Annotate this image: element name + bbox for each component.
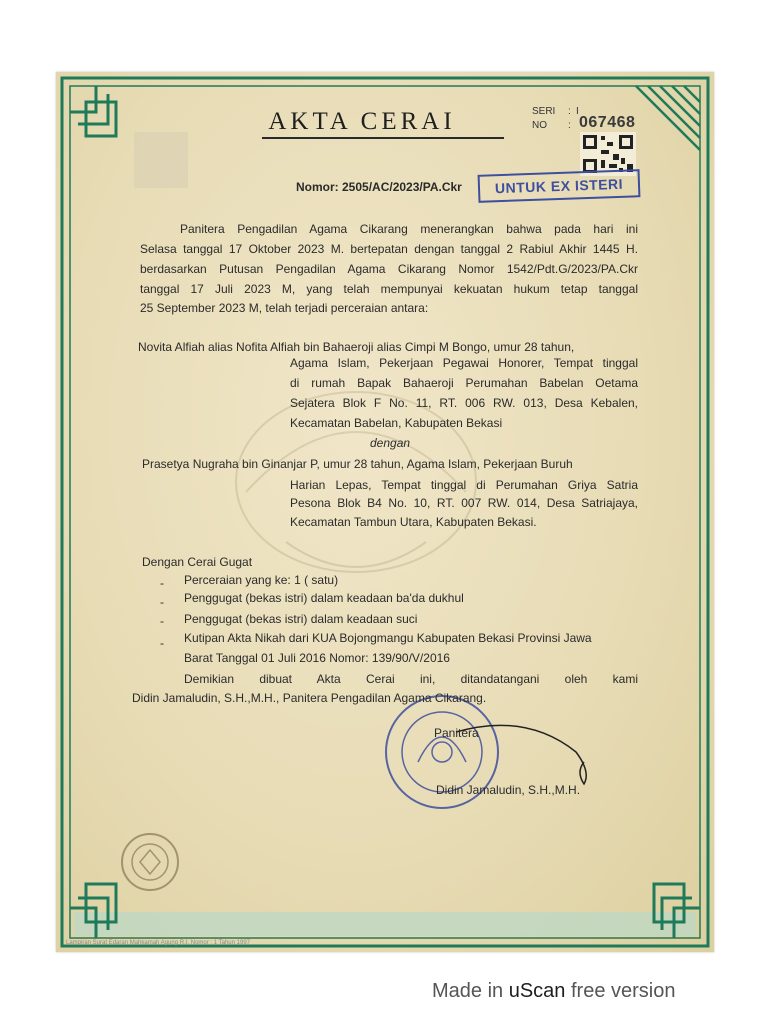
paragraph1-line: Selasa tanggal 17 Oktober 2023 M. bertepatan dengan tanggal 2 Rabiul Akhir 1445 H. xyxy=(140,242,638,256)
party1-line: di rumah Bapak Bahaeroji Perumahan Babelan Oetama xyxy=(290,376,638,390)
list-item: Penggugat (bekas istri) dalam keadaan suci xyxy=(184,612,418,626)
party1-line: Agama Islam, Pekerjaan Pegawai Honorer, Tempat tinggal xyxy=(290,356,638,370)
seri-value: I xyxy=(576,106,579,117)
closing-line: Demikian dibuat Akta Cerai ini, ditandatangani oleh kami xyxy=(184,672,638,686)
signature-name: Didin Jamaludin, S.H.,M.H. xyxy=(436,783,581,797)
paragraph1-line: tanggal 17 Juli 2023 M, yang telah mempunyai kekuatan hukum tetap tanggal xyxy=(140,282,638,296)
party2-line: Kecamatan Tambun Utara, Kabupaten Bekasi. xyxy=(290,515,537,529)
corner-ornament-tl xyxy=(70,86,116,136)
party1-line: Sejatera Blok F No. 11, RT. 006 RW. 013, Desa Kebalen, xyxy=(290,396,638,410)
ex-isteri-stamp: UNTUK EX ISTERI xyxy=(478,169,641,203)
serial-number: 067468 xyxy=(579,114,636,131)
party1-line: Novita Alfiah alias Nofita Alfiah bin Bahaeroji alias Cimpi M Bongo, umur 28 tahun, xyxy=(138,340,575,354)
list-item: Perceraian yang ke: 1 ( satu) xyxy=(184,573,339,587)
seri-label: SERI xyxy=(532,106,556,117)
no-label: NO xyxy=(532,120,547,131)
list-item: Penggugat (bekas istri) dalam keadaan ba'da dukhul xyxy=(184,591,464,605)
title-underline xyxy=(262,137,504,139)
list-item: Kutipan Akta Nikah dari KUA Bojongmangu Kabupaten Bekasi Provinsi Jawa xyxy=(184,631,592,645)
corner-ornament-tr xyxy=(636,86,700,150)
party2-line: Harian Lepas, Tempat tinggal di Perumahan Griya Satria xyxy=(290,478,638,492)
party2-line: Prasetya Nugraha bin Ginanjar P, umur 28 tahun, Agama Islam, Pekerjaan Buruh xyxy=(142,457,573,471)
uscan-watermark: Made in uScan free version xyxy=(432,980,676,1002)
court-emblem-icon xyxy=(122,834,178,890)
list-item-continuation: Barat Tanggal 01 Juli 2016 Nomor: 139/90/V/2016 xyxy=(184,651,450,665)
uscan-brand: uScan xyxy=(508,980,566,1002)
paragraph1-line: 25 September 2023 M, telah terjadi perceraian antara: xyxy=(140,301,429,315)
party2-line: Pesona Blok B4 No. 10, RT. 007 RW. 014, Desa Satriajaya, xyxy=(290,496,638,510)
footer-note: Lampiran Surat Edaran Mahkamah Agung R.I. Nomor : 1 Tahun 1997 xyxy=(66,940,250,946)
certificate-paper xyxy=(56,72,714,952)
signature-role: Panitera xyxy=(434,726,479,740)
party1-line: Kecamatan Babelan, Kabupaten Bekasi xyxy=(290,416,503,430)
cerai-type: Dengan Cerai Gugat xyxy=(142,555,253,569)
document-number: Nomor: 2505/AC/2023/PA.Ckr xyxy=(296,180,462,194)
decorative-frame xyxy=(56,72,714,952)
paragraph1-line: Panitera Pengadilan Agama Cikarang menerangkan bahwa pada hari ini xyxy=(180,222,638,236)
paragraph1-line: berdasarkan Putusan Pengadilan Agama Cikarang Nomor 1542/Pdt.G/2023/PA.Ckr xyxy=(140,262,638,276)
dengan-label: dengan xyxy=(370,436,411,450)
closing-line: Didin Jamaludin, S.H.,M.H., Panitera Pengadilan Agama Cikarang. xyxy=(132,691,487,705)
document-title: AKTA CERAI xyxy=(268,108,456,135)
